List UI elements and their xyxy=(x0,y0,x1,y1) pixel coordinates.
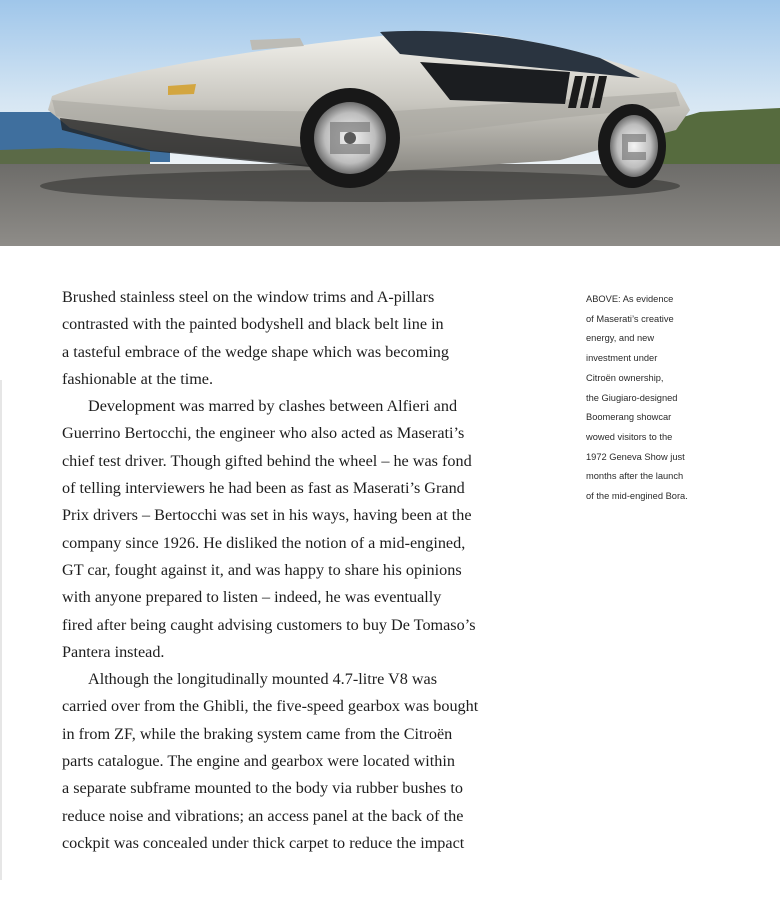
caption-line: of Maserati’s creative xyxy=(586,313,674,324)
text-line: Prix drivers – Bertocchi was set in his ways, having been at the xyxy=(62,506,472,525)
hero-photo xyxy=(0,0,780,246)
text-line: fashionable at the time. xyxy=(62,369,214,388)
caption-line: months after the launch xyxy=(586,471,684,482)
caption-line: investment under xyxy=(586,353,658,364)
body-paragraph xyxy=(62,284,562,393)
text-line: Development was marred by clashes between Alfieri and xyxy=(88,397,458,416)
text-line: Brushed stainless steel on the window trims and A-pillars xyxy=(62,288,435,306)
caption-line: 1972 Geneva Show just xyxy=(586,451,685,462)
text-line: Although the longitudinally mounted 4.7-litre V8 was xyxy=(88,670,438,689)
text-line: company since 1926. He disliked the notion of a mid-engined, xyxy=(62,533,466,552)
text-line: contrasted with the painted bodyshell and black belt line in xyxy=(62,315,444,334)
photo-caption xyxy=(586,290,756,507)
article-body xyxy=(62,284,562,857)
text-line: chief test driver. Though gifted behind the wheel – he was fond xyxy=(62,451,472,470)
text-line: reduce noise and vibrations; an access panel at the back of the xyxy=(62,806,464,825)
text-line: parts catalogue. The engine and gearbox were located within xyxy=(62,752,455,771)
text-line: Pantera instead. xyxy=(62,642,165,661)
text-line: GT car, fought against it, and was happy to share his opinions xyxy=(62,560,462,579)
caption-line: the Giugiaro-designed xyxy=(586,392,678,403)
text-line: in from ZF, while the braking system came from the Citroën xyxy=(62,724,453,743)
caption-line: wowed visitors to the xyxy=(586,431,673,442)
text-line: cockpit was concealed under thick carpet to reduce the impact xyxy=(62,833,465,852)
text-line: a tasteful embrace of the wedge shape which was becoming xyxy=(62,342,449,361)
caption-line: Citroën ownership, xyxy=(586,372,664,383)
text-line: carried over from the Ghibli, the five-speed gearbox was bought xyxy=(62,697,479,716)
text-line: a separate subframe mounted to the body via rubber bushes to xyxy=(62,779,463,798)
text-line: of telling interviewers he had been as fast as Maserati’s Grand xyxy=(62,479,465,498)
caption-line: Boomerang showcar xyxy=(586,412,672,423)
body-paragraph xyxy=(62,393,562,666)
car-photo-illustration xyxy=(0,0,780,246)
body-paragraph xyxy=(62,666,562,857)
page-edge-divider xyxy=(0,380,2,880)
text-line: Guerrino Bertocchi, the engineer who also acted as Maserati’s xyxy=(62,424,465,443)
caption-line: of the mid-engined Bora. xyxy=(586,491,688,502)
caption-line: ABOVE: As evidence xyxy=(586,294,674,304)
text-line: with anyone prepared to listen – indeed, he was eventually xyxy=(62,588,442,607)
caption-line: energy, and new xyxy=(586,333,655,344)
text-line: fired after being caught advising customers to buy De Tomaso’s xyxy=(62,615,476,634)
